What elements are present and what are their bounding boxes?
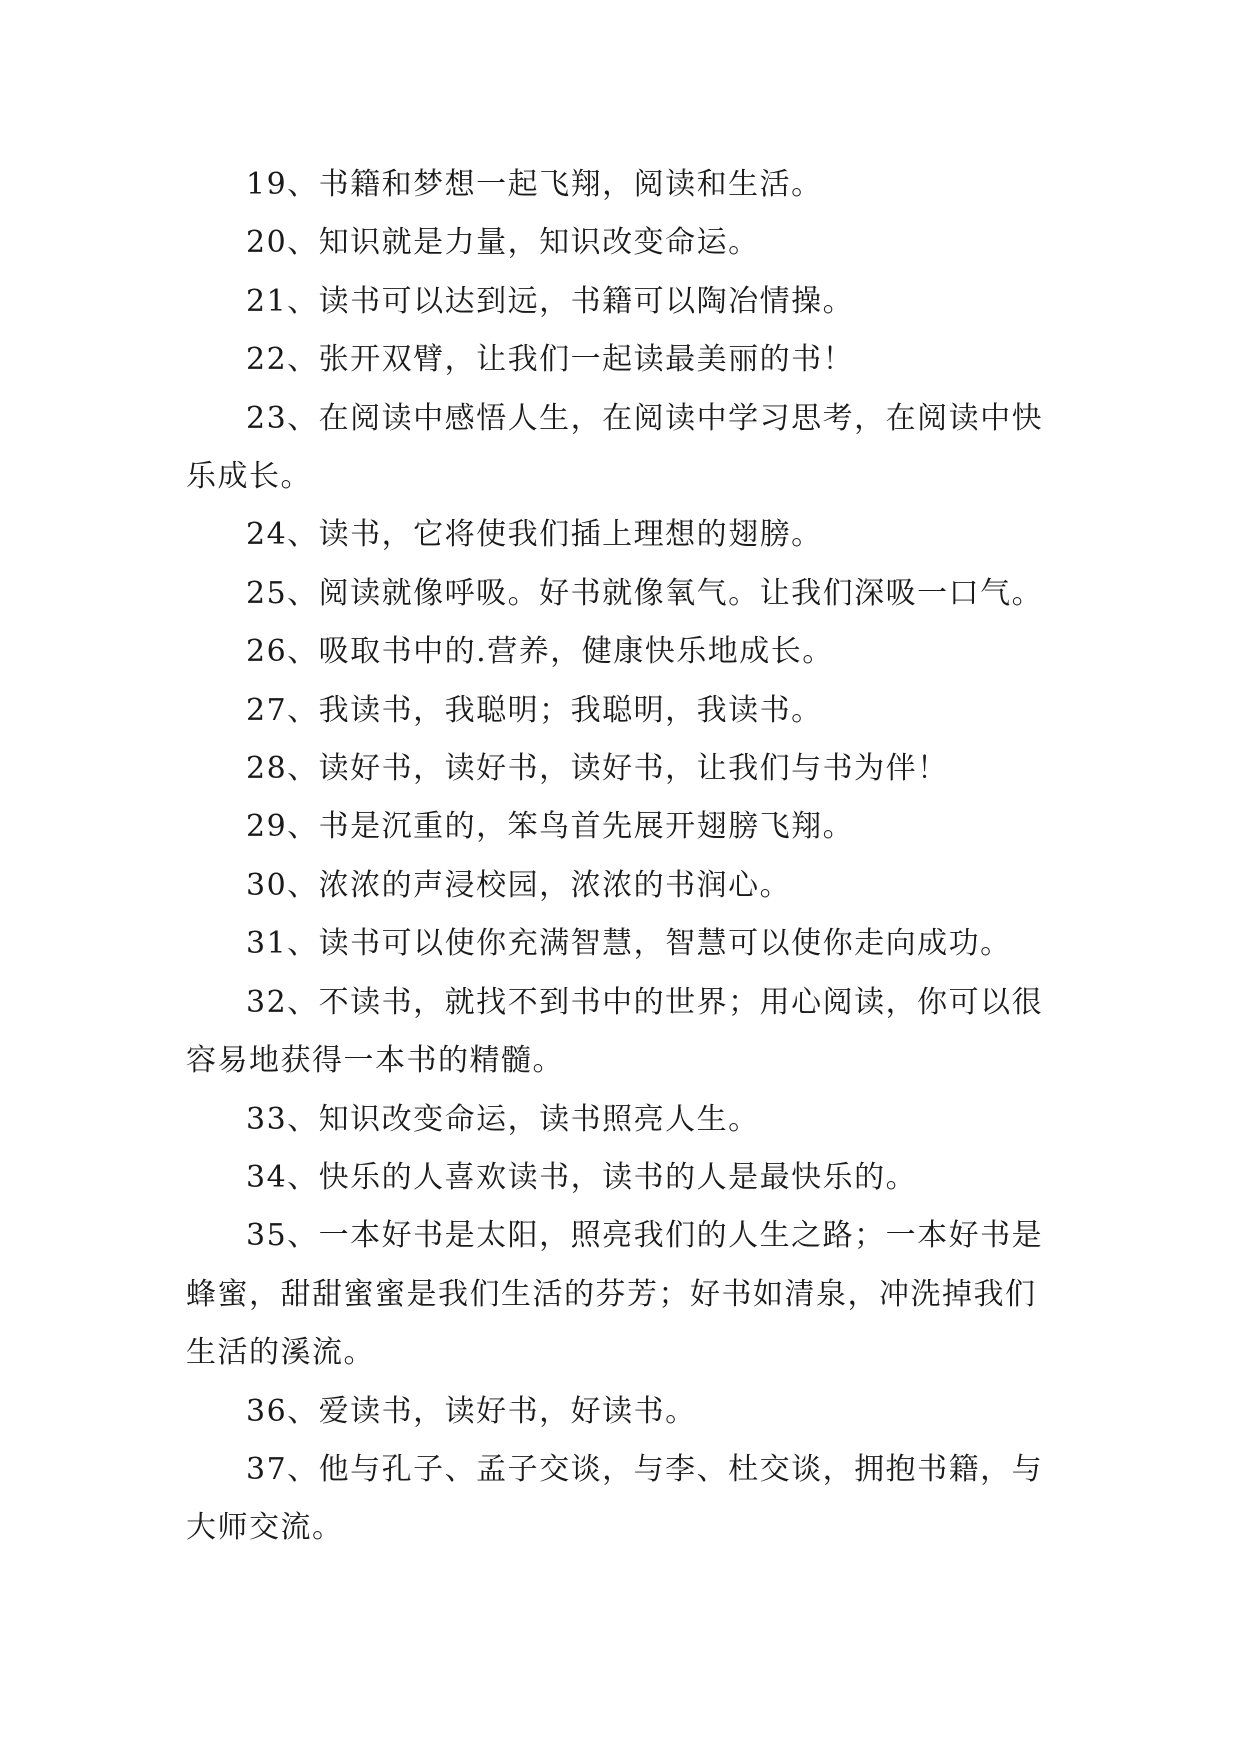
paragraph-23: 23、在阅读中感悟人生，在阅读中学习思考，在阅读中快乐成长。 <box>186 400 1044 495</box>
paragraph-37: 37、他与孔子、孟子交谈，与李、杜交谈，拥抱书籍，与大师交流。 <box>186 1451 1044 1546</box>
paragraph-31: 31、读书可以使你充满智慧，智慧可以使你走向成功。 <box>246 926 1012 962</box>
paragraph-24: 24、读书，它将使我们插上理想的翅膀。 <box>246 517 823 553</box>
paragraph-34: 34、快乐的人喜欢读书，读书的人是最快乐的。 <box>246 1159 918 1195</box>
document-body <box>186 156 1066 1558</box>
paragraph-30: 30、浓浓的声浸校园，浓浓的书润心。 <box>246 867 792 903</box>
paragraph-21: 21、读书可以达到远，书籍可以陶冶情操。 <box>246 283 855 319</box>
paragraph-19: 19、书籍和梦想一起飞翔，阅读和生活。 <box>246 167 823 202</box>
paragraph-22: 22、张开双臂，让我们一起读最美丽的书！ <box>246 342 855 378</box>
paragraph-36: 36、爱读书，读好书，好读书。 <box>246 1393 697 1429</box>
paragraph-25: 25、阅读就像呼吸。好书就像氧气。让我们深吸一口气。 <box>246 575 1044 611</box>
paragraph-27: 27、我读书，我聪明；我聪明，我读书。 <box>246 692 823 728</box>
paragraph-26: 26、吸取书中的.营养，健康快乐地成长。 <box>246 634 834 670</box>
paragraph-29: 29、书是沉重的，笨鸟首先展开翅膀飞翔。 <box>246 809 855 845</box>
paragraph-33: 33、知识改变命运，读书照亮人生。 <box>246 1101 760 1137</box>
paragraph-20: 20、知识就是力量，知识改变命运。 <box>246 225 760 261</box>
paragraph-35: 35、一本好书是太阳，照亮我们的人生之路；一本好书是蜂蜜，甜甜蜜蜜是我们生活的芬芳；好书如清泉，冲洗掉我们生活的溪流。 <box>186 1218 1044 1371</box>
paragraph-32: 32、不读书，就找不到书中的世界；用心阅读，你可以很容易地获得一本书的精髓。 <box>186 984 1044 1079</box>
paragraph-28: 28、读好书，读好书，读好书，让我们与书为伴！ <box>246 751 949 787</box>
